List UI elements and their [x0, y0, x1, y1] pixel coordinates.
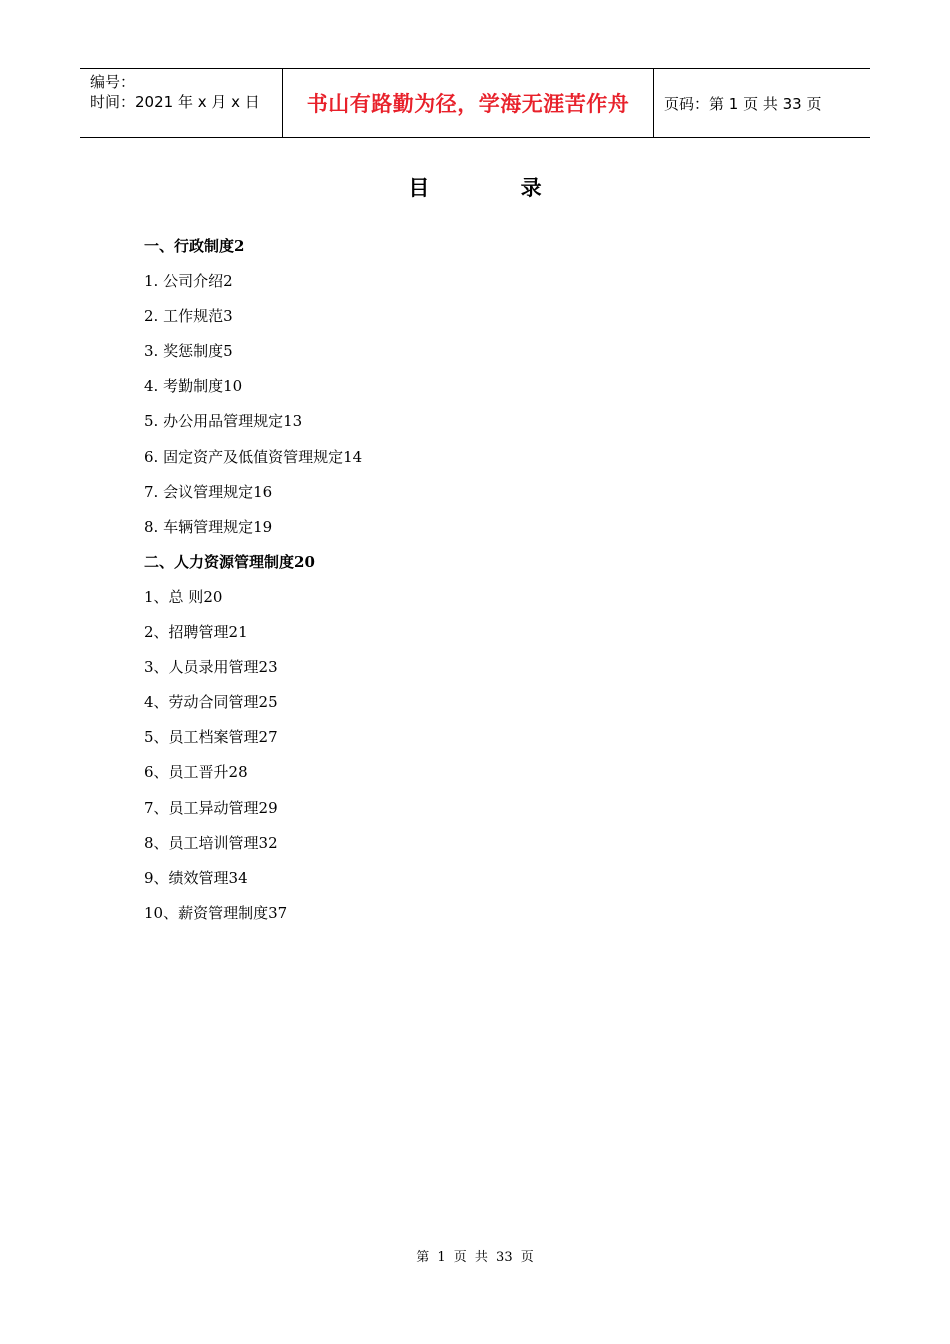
toc-entry-label: 9、绩效管理 — [144, 868, 229, 887]
toc-entry-page: 19 — [253, 517, 273, 536]
toc-entry-label: 5、员工档案管理 — [144, 728, 259, 747]
toc-entry[interactable] — [144, 864, 814, 899]
toc-title: 目 录 — [408, 176, 584, 200]
header-page-info — [654, 69, 870, 137]
toc-entry-page: 25 — [258, 693, 278, 712]
toc-entry-label: 8. 车辆管理规定 — [144, 517, 254, 536]
toc-entry-page: 14 — [343, 447, 363, 466]
toc-entry-page: 13 — [283, 412, 303, 431]
toc-entry-label: 二、人力资源管理制度 — [144, 552, 295, 571]
toc-entry-page: 20 — [294, 552, 315, 571]
toc-entry[interactable] — [144, 267, 814, 302]
toc-entry-page: 37 — [268, 903, 288, 922]
toc-entry-label: 一、行政制度 — [144, 237, 235, 255]
table-of-contents — [144, 232, 814, 934]
page-header — [80, 68, 870, 138]
header-meta — [80, 69, 282, 137]
toc-entry[interactable] — [144, 513, 814, 548]
toc-entry-page: 29 — [258, 798, 278, 817]
motto: 书山有路勤为径，学海无涯苦作舟 — [306, 92, 630, 116]
number-label: 编号： — [90, 73, 136, 91]
toc-entry-page: 34 — [228, 868, 248, 887]
toc-entry-page: 2 — [234, 237, 245, 255]
toc-entry-label: 6、员工晋升 — [144, 763, 229, 782]
toc-entry-label: 4、劳动合同管理 — [144, 693, 259, 712]
toc-entry-label: 5. 办公用品管理规定 — [144, 412, 284, 431]
toc-entry-page: 28 — [228, 763, 248, 782]
toc-entry[interactable] — [144, 372, 814, 407]
toc-entry-label: 3、人员录用管理 — [144, 658, 259, 677]
toc-entry[interactable] — [144, 407, 814, 442]
toc-entry-page: 27 — [258, 728, 278, 747]
toc-entry[interactable] — [144, 478, 814, 513]
toc-entry-label: 1、总 则 — [144, 587, 204, 606]
toc-entry[interactable] — [144, 232, 814, 267]
toc-entry-label: 7、员工异动管理 — [144, 798, 259, 817]
toc-entry-page: 16 — [253, 482, 273, 501]
toc-entry-page: 3 — [223, 307, 233, 326]
page-footer: 第 1 页 共 33 页 — [416, 1250, 534, 1265]
toc-entry[interactable] — [144, 583, 814, 618]
toc-entry[interactable] — [144, 443, 814, 478]
toc-entry-label: 2、招聘管理 — [144, 623, 229, 642]
toc-entry[interactable] — [144, 653, 814, 688]
header-motto-cell — [282, 69, 654, 137]
toc-entry[interactable] — [144, 794, 814, 829]
toc-entry-page: 23 — [258, 658, 278, 677]
toc-entry-label: 8、员工培训管理 — [144, 833, 259, 852]
toc-entry-page: 32 — [258, 833, 278, 852]
toc-entry-page: 10 — [223, 377, 243, 396]
toc-entry[interactable] — [144, 302, 814, 337]
page-info: 页码：第 1 页 共 33 页 — [664, 94, 822, 113]
time-label: 时间：2021 年 x 月 x 日 — [90, 93, 260, 111]
toc-entry-page: 2 — [223, 272, 233, 291]
toc-entry-label: 3. 奖惩制度 — [144, 342, 224, 361]
toc-entry[interactable] — [144, 899, 814, 934]
toc-entry-page: 21 — [228, 623, 248, 642]
toc-entry[interactable] — [144, 618, 814, 653]
toc-entry-page: 20 — [203, 587, 223, 606]
toc-entry-label: 4. 考勤制度 — [144, 377, 224, 396]
toc-entry-label: 1. 公司介绍 — [144, 272, 224, 291]
toc-entry-page: 5 — [223, 342, 233, 361]
toc-entry-label: 6. 固定资产及低值资管理规定 — [144, 447, 344, 466]
toc-entry-label: 10、薪资管理制度 — [144, 903, 269, 922]
toc-entry[interactable] — [144, 829, 814, 864]
toc-entry[interactable] — [144, 758, 814, 793]
toc-entry[interactable] — [144, 688, 814, 723]
toc-entry[interactable] — [144, 723, 814, 758]
toc-entry[interactable] — [144, 548, 814, 583]
toc-entry-label: 7. 会议管理规定 — [144, 482, 254, 501]
toc-entry[interactable] — [144, 337, 814, 372]
toc-entry-label: 2. 工作规范 — [144, 307, 224, 326]
